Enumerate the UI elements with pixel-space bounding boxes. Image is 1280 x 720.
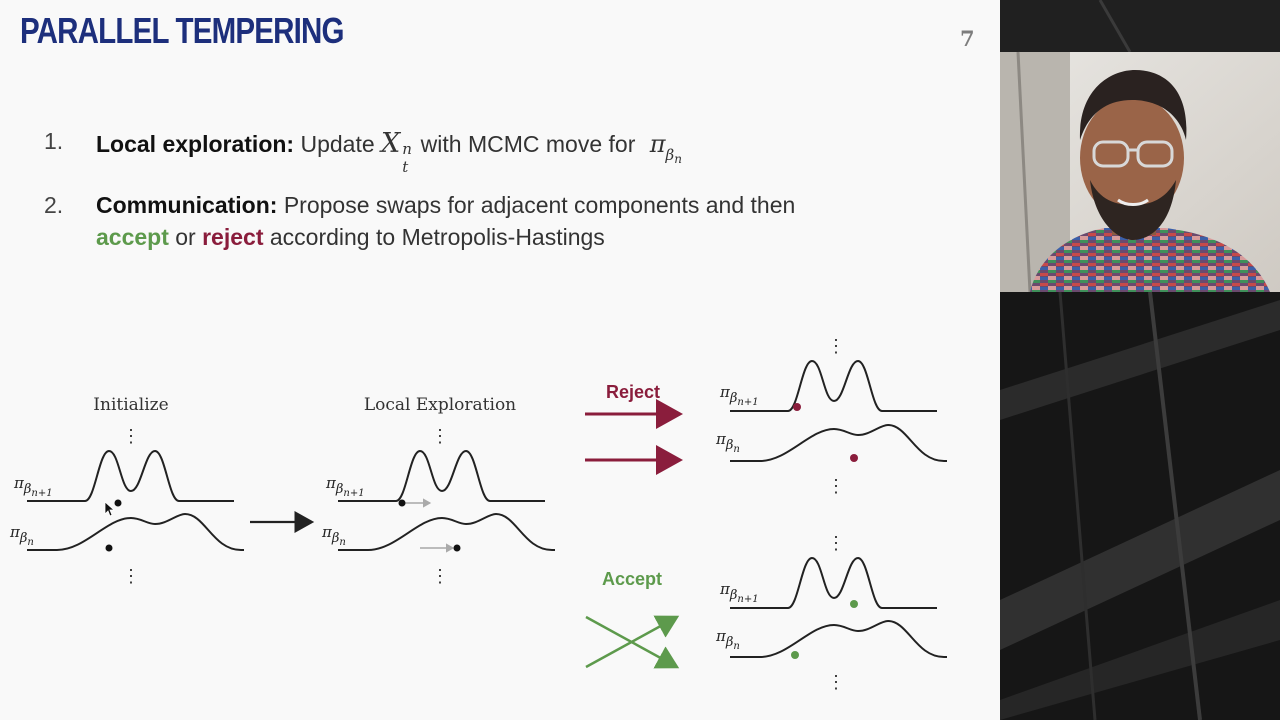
- state-dot-accept-lower: [791, 651, 799, 659]
- pi-label-reject-upper: $\pi\beta_{n+1}$: [720, 383, 759, 408]
- pi-label-initialize-upper: $\pi\beta_{n+1}$: [14, 474, 53, 499]
- state-dot-reject-upper: [793, 403, 801, 411]
- local-lower-curve: [338, 514, 555, 550]
- vdots-top-local: ⋮: [431, 426, 449, 447]
- step-2-heading: Communication:: [96, 192, 278, 218]
- person-video-feed-icon: [1000, 0, 1280, 720]
- pi-label-reject-lower: $\pi\beta_n$: [716, 430, 740, 455]
- slide-title: PARALLEL TEMPERING: [20, 10, 344, 51]
- vdots-top-accept: ⋮: [827, 533, 845, 554]
- pi-label-accept-upper: $\pi\beta_{n+1}$: [720, 580, 759, 605]
- slide-number: 7: [960, 26, 975, 51]
- step-1-math-x: X n t: [381, 128, 412, 176]
- initialize-caption: Initialize: [93, 395, 169, 415]
- initialize-upper-curve: [27, 451, 234, 501]
- state-dot-local-lower: [454, 545, 461, 552]
- pi-label-accept-lower: $\pi\beta_n$: [716, 627, 740, 652]
- vdots-bottom-initialize: ⋮: [122, 566, 140, 587]
- pi-label-local-upper: $\pi\beta_{n+1}$: [326, 474, 365, 499]
- accept-word: accept: [96, 224, 169, 250]
- step-2-line1: Propose swaps for adjacent components and then: [283, 192, 796, 218]
- state-dot-accept-upper: [850, 600, 858, 608]
- step-1-text-after: with MCMC move for: [420, 131, 636, 157]
- vdots-top-initialize: ⋮: [122, 426, 140, 447]
- mouse-cursor-icon: [105, 502, 114, 516]
- vdots-bottom-accept: ⋮: [827, 672, 845, 693]
- accept-label: Accept: [601, 569, 663, 589]
- accept-lower-curve: [730, 621, 947, 657]
- state-dot-reject-lower: [850, 454, 858, 462]
- webcam-feed: [1000, 0, 1280, 720]
- state-dot-local-upper: [399, 500, 406, 507]
- pi-label-local-lower: $\pi\beta_n$: [322, 523, 346, 548]
- local-upper-curve: [338, 451, 545, 501]
- vdots-bottom-local: ⋮: [431, 566, 449, 587]
- vdots-top-reject: ⋮: [827, 336, 845, 357]
- reject-lower-curve: [730, 425, 947, 461]
- or-word: or: [175, 224, 196, 250]
- reject-label: Reject: [605, 382, 661, 402]
- step-1-number: 1.: [44, 128, 64, 154]
- step-1-text-before: Update: [300, 131, 375, 157]
- step-2-number: 2.: [44, 192, 64, 218]
- state-dot-initialize-lower: [106, 545, 113, 552]
- pi-label-initialize-lower: $\pi\beta_n$: [10, 523, 34, 548]
- accept-upper-curve: [730, 558, 937, 608]
- step-1-heading: Local exploration:: [96, 131, 295, 157]
- state-dot-initialize-upper: [115, 500, 122, 507]
- initialize-lower-curve: [27, 514, 244, 550]
- local-exploration-caption: Local Exploration: [363, 395, 517, 415]
- step-1-math-pi: $\pi_{\beta n}$: [649, 130, 682, 166]
- reject-word: reject: [202, 224, 264, 250]
- vdots-bottom-reject: ⋮: [827, 476, 845, 497]
- reject-upper-curve: [730, 361, 937, 411]
- step-2-line2-end: according to Metropolis-Hastings: [269, 224, 605, 250]
